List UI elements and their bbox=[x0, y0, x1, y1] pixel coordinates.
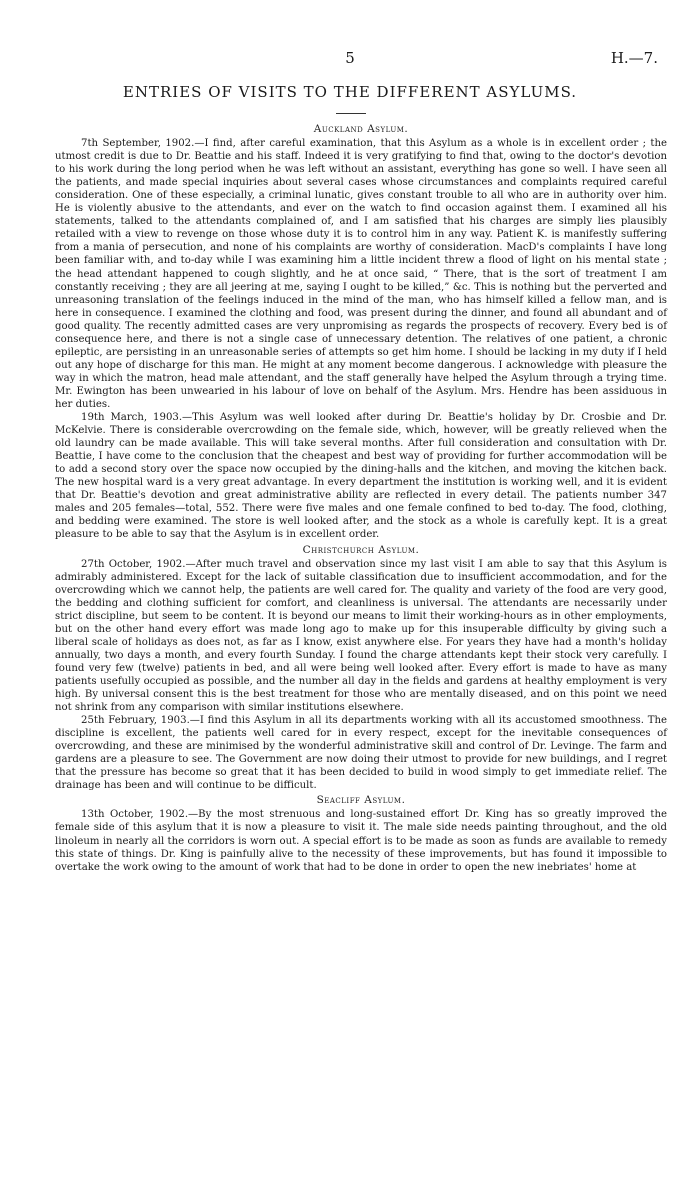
paragraph: 27th October, 1902.—After much travel and observation since my last visit I am able to say that this Asylum is admirably administered. Except for the lack of suitable classification due to insufficient accommodation, and for the overcrowding which we cannot help, the patients are well cared for. The quality and variety of the food are very good, the bedding and clothing sufficient for comfort, and cleanliness is universal. The attendants are necessarily under strict discipline, but seem to be content. It is beyond our means to limit their working-hours as in other employments, but on the other hand every effort was made long ago to make up for this insuperable difficulty by giving such a liberal scale of holidays as does not, as far as I know, exist anywhere else. For years they have had a month's holiday annually, two days a month, and every fourth Sunday. I found the charge attendants kept their stock very carefully. I found very few (twelve) patients in bed, and all were being well looked after. Every effort is made to have as many patients usefully occupied as possible, and the number all day in the fields and gardens at healthy employment is very high. By universal consent this is the best treatment for those who are mentally diseased, and on this point we need not shrink from any comparison with similar institutions elsewhere. bbox=[55, 558, 667, 714]
section-seacliff bbox=[55, 792, 667, 873]
section-heading: Auckland Asylum. bbox=[313, 123, 409, 135]
paragraph: 25th February, 1903.—I find this Asylum in all its departments working with all its accustomed smoothness. The discipline is excellent, the patients well cared for in every respect, except for the inevitable consequences of overcrowding, and these are minimised by the wonderful administrative skill and control of Dr. Levinge. The farm and gardens are a pleasure to see. The Government are now doing their utmost to provide for new buildings, and I regret that the pressure has become so great that it has been decided to build in wood simply to get immediate relief. The drainage has been and will continue to be difficult. bbox=[55, 715, 667, 792]
section-heading: Christchurch Asylum. bbox=[302, 543, 420, 556]
document-reference: H.—7. bbox=[610, 49, 658, 67]
section-heading: Seacliff Asylum. bbox=[316, 794, 406, 807]
document-body bbox=[55, 121, 667, 874]
paragraph: 13th October, 1902.—By the most strenuous and long-sustained effort Dr. King has so greatly improved the female side of this asylum that it is now a pleasure to visit it. The male side needs painting throughout, and the old linoleum in nearly all the corridors is worn out. A special effort is to be made as soon as funds are available to remedy this state of things. Dr. King is painfully alive to the necessity of these improvements, but has found it impossible to overtake the work owing to the amount of work that had to be done in order to open the new inebriates' home at bbox=[55, 809, 667, 873]
paragraph: 7th September, 1902.—I find, after careful examination, that this Asylum as a whole is in excellent order ; the utmost credit is due to Dr. Beattie and his staff. Indeed it is very gratifying to find that, owing to the doctor's devotion to his work during the long period when he was left without an assistant, everything has gone so well. I have seen all the patients, and made special inquiries about several cases whose circumstances and complaints required careful consideration. One of these especially, a criminal lunatic, gives constant trouble to all who are in authority over him. He is violently abusive to the attendants, and ever on the watch to find occasion against them. I examined all his statements, talked to the attendants complained of, and I am satisfied that his charges are simply lies plausibly retailed with a view to revenge on those whose duty it is to control him in any way. Patient K. is manifestly suffering from a mania of persecution, and none of his complaints are worthy of consideration. MacD's complaints I have long been familiar with, and to-day while I was examining him a little incident threw a flood of light on his mental state ; the head attendant happened to cough slightly, and he at once said, “ There, that is the sort of treatment I am constantly receiving ; they are all jeering at me, saying I ought to be killed,” &c. This is nothing but the perverted and unreasoning translation of the feelings induced in the mind of the man, who has himself killed a fellow man, and is here in consequence. I examined the clothing and food, was present during the dinner, and found all abundant and of good quality. The recently admitted cases are very unpromising as regards the prospects of recovery. Every bed is of consequence here, and there is not a single case of unnecessary detention. The relatives of one patient, a chronic epileptic, are persisting in an unreasonable series of attempts so get him home. I should be lacking in my duty if I held out any hope of discharge for this man. He might at any moment become dangerous. I acknowledge with pleasure the way in which the matron, head male attendant, and the staff generally have helped the Asylum through a trying time. Mr. Ewington has been unwearied in his labour of love on behalf of the Asylum. Mrs. Hendre has been assiduous in her duties. bbox=[55, 138, 667, 410]
page-title: ENTRIES OF VISITS TO THE DIFFERENT ASYLUMS. bbox=[122, 83, 578, 101]
section-auckland bbox=[55, 121, 667, 542]
page-number: 5 bbox=[345, 49, 355, 67]
title-rule bbox=[336, 113, 366, 114]
paragraph: 19th March, 1903.—This Asylum was well looked after during Dr. Beattie's holiday by Dr. Crosbie and Dr. McKelvie. There is considerable overcrowding on the female side, which, however, will be greatly relieved when the old laundry can be made available. This will take several months. After full consideration and consultation with Dr. Beattie, I have come to the conclusion that the cheapest and best way of providing for further accommodation will be to add a second story over the space now occupied by the dining-halls and the kitchen, and moving the kitchen back. The new hospital ward is a very great advantage. In every department the institution is working well, and it is evident that Dr. Beattie's devotion and great administrative ability are reflected in every detail. The patients number 347 males and 205 females—total, 552. There were five males and one female confined to bed to-day. The food, clothing, and bedding were examined. The store is well looked after, and the stock as a whole is carefully kept. It is a great pleasure to be able to say that the Asylum is in excellent order. bbox=[55, 412, 667, 541]
section-christchurch bbox=[55, 542, 667, 793]
